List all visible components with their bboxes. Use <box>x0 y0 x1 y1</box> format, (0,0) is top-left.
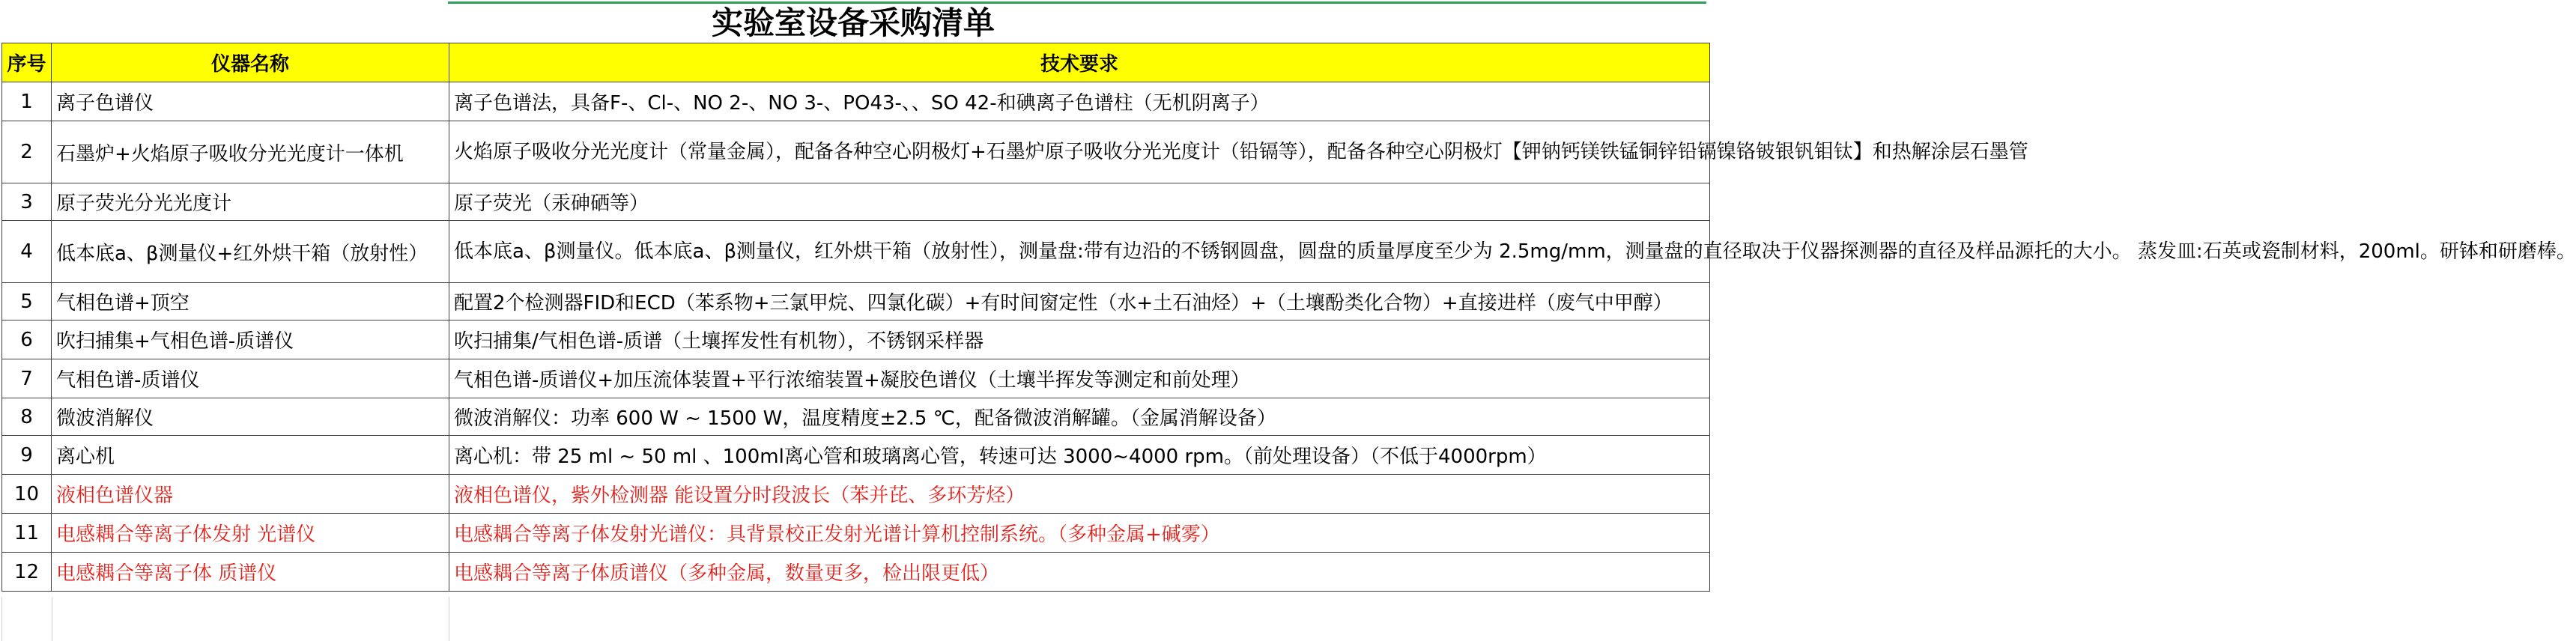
cell-no[interactable]: 10 <box>2 475 52 514</box>
cell-no[interactable]: 1 <box>2 82 52 121</box>
cell-name[interactable]: 气相色谱+顶空 <box>52 283 449 320</box>
cell-name[interactable]: 离子色谱仪 <box>52 82 449 121</box>
cell-req[interactable]: 原子荧光（汞砷硒等） <box>449 183 1710 221</box>
cell-req[interactable]: 气相色谱-质谱仪+加压流体装置+平行浓缩装置+凝胶色谱仪（土壤半挥发等测定和前处理） <box>449 359 1710 398</box>
header-row <box>2 43 1710 82</box>
cell-name[interactable]: 石墨炉+火焰原子吸收分光光度计一体机 <box>52 121 449 183</box>
cell-no[interactable]: 11 <box>2 514 52 553</box>
cell-no[interactable]: 2 <box>2 121 52 183</box>
header-no[interactable]: 序号 <box>2 43 52 82</box>
cell-no[interactable]: 12 <box>2 553 52 592</box>
empty-grid-area <box>1 597 52 641</box>
table-row <box>2 283 1710 320</box>
cell-req[interactable]: 电感耦合等离子体质谱仪（多种金属，数量更多，检出限更低） <box>449 553 1710 592</box>
cell-name[interactable]: 吹扫捕集+气相色谱-质谱仪 <box>52 320 449 359</box>
cell-no[interactable]: 8 <box>2 398 52 436</box>
cell-name[interactable]: 原子荧光分光光度计 <box>52 183 449 221</box>
cell-no[interactable]: 6 <box>2 320 52 359</box>
table-row <box>2 475 1710 514</box>
cell-req[interactable]: 液相色谱仪，紫外检测器 能设置分时段波长（苯并芘、多环芳烃） <box>449 475 1710 514</box>
sheet-title: 实验室设备采购清单 <box>711 4 995 41</box>
cell-name[interactable]: 电感耦合等离子体 质谱仪 <box>52 553 449 592</box>
cell-req[interactable]: 电感耦合等离子体发射光谱仪：具背景校正发射光谱计算机控制系统。（多种金属+碱雾） <box>449 514 1710 553</box>
cell-name[interactable]: 离心机 <box>52 436 449 475</box>
cell-name[interactable]: 低本底a、β测量仪+红外烘干箱（放射性） <box>52 221 449 283</box>
header-name[interactable]: 仪器名称 <box>52 43 449 82</box>
cell-req[interactable]: 离心机：带 25 ml ~ 50 ml 、100ml离心管和玻璃离心管，转速可达 3000~4000 rpm。（前处理设备）（不低于4000rpm） <box>449 436 1710 475</box>
equipment-table <box>1 43 2576 592</box>
cell-no[interactable]: 7 <box>2 359 52 398</box>
table-row <box>2 320 1710 359</box>
table-row <box>2 183 1710 221</box>
header-req[interactable]: 技术要求 <box>449 43 1710 82</box>
selection-indicator-line <box>448 1 1706 4</box>
cell-req[interactable]: 配置2个检测器FID和ECD（苯系物+三氯甲烷、四氯化碳）+有时间窗定性（水+土石油烃）+（土壤酚类化合物）+直接进样（废气中甲醇） <box>449 283 1710 320</box>
table-row <box>2 121 1710 183</box>
cell-no[interactable]: 5 <box>2 283 52 320</box>
cell-req[interactable]: 微波消解仪：功率 600 W ~ 1500 W，温度精度±2.5 ℃，配备微波消解罐。（金属消解设备） <box>449 398 1710 436</box>
cell-req[interactable]: 低本底a、β测量仪。低本底a、β测量仪，红外烘干箱（放射性），测量盘:带有边沿的不锈钢圆盘，圆盘的质量厚度至少为 2.5mg/mm，测量盘的直径取决于仪器探测器的直径及样品源托的大小。 蒸发皿:石英或瓷制材料，200ml。研钵和研磨棒。 <box>449 221 1710 283</box>
cell-no[interactable]: 9 <box>2 436 52 475</box>
table-row <box>2 398 1710 436</box>
table-row <box>2 82 1710 121</box>
cell-req[interactable]: 吹扫捕集/气相色谱-质谱（土壤挥发性有机物），不锈钢采样器 <box>449 320 1710 359</box>
cell-name[interactable]: 电感耦合等离子体发射 光谱仪 <box>52 514 449 553</box>
cell-req[interactable]: 离子色谱法，具备F-、Cl-、NO 2-、NO 3-、PO43-、、SO 42-和碘离子色谱柱（无机阴离子） <box>449 82 1710 121</box>
table-row <box>2 436 1710 475</box>
cell-no[interactable]: 4 <box>2 221 52 283</box>
cell-name[interactable]: 微波消解仪 <box>52 398 449 436</box>
cell-name[interactable]: 气相色谱-质谱仪 <box>52 359 449 398</box>
table-row <box>2 553 1710 592</box>
table-row <box>2 359 1710 398</box>
table-row <box>2 221 1710 283</box>
cell-req[interactable]: 火焰原子吸收分光光度计（常量金属），配备各种空心阴极灯+石墨炉原子吸收分光光度计（铅镉等），配备各种空心阴极灯【钾钠钙镁铁锰铜锌铅镉镍铬铍银钒钼钛】和热解涂层石墨管 <box>449 121 1710 183</box>
cell-no[interactable]: 3 <box>2 183 52 221</box>
cell-name[interactable]: 液相色谱仪器 <box>52 475 449 514</box>
table-row <box>2 514 1710 553</box>
